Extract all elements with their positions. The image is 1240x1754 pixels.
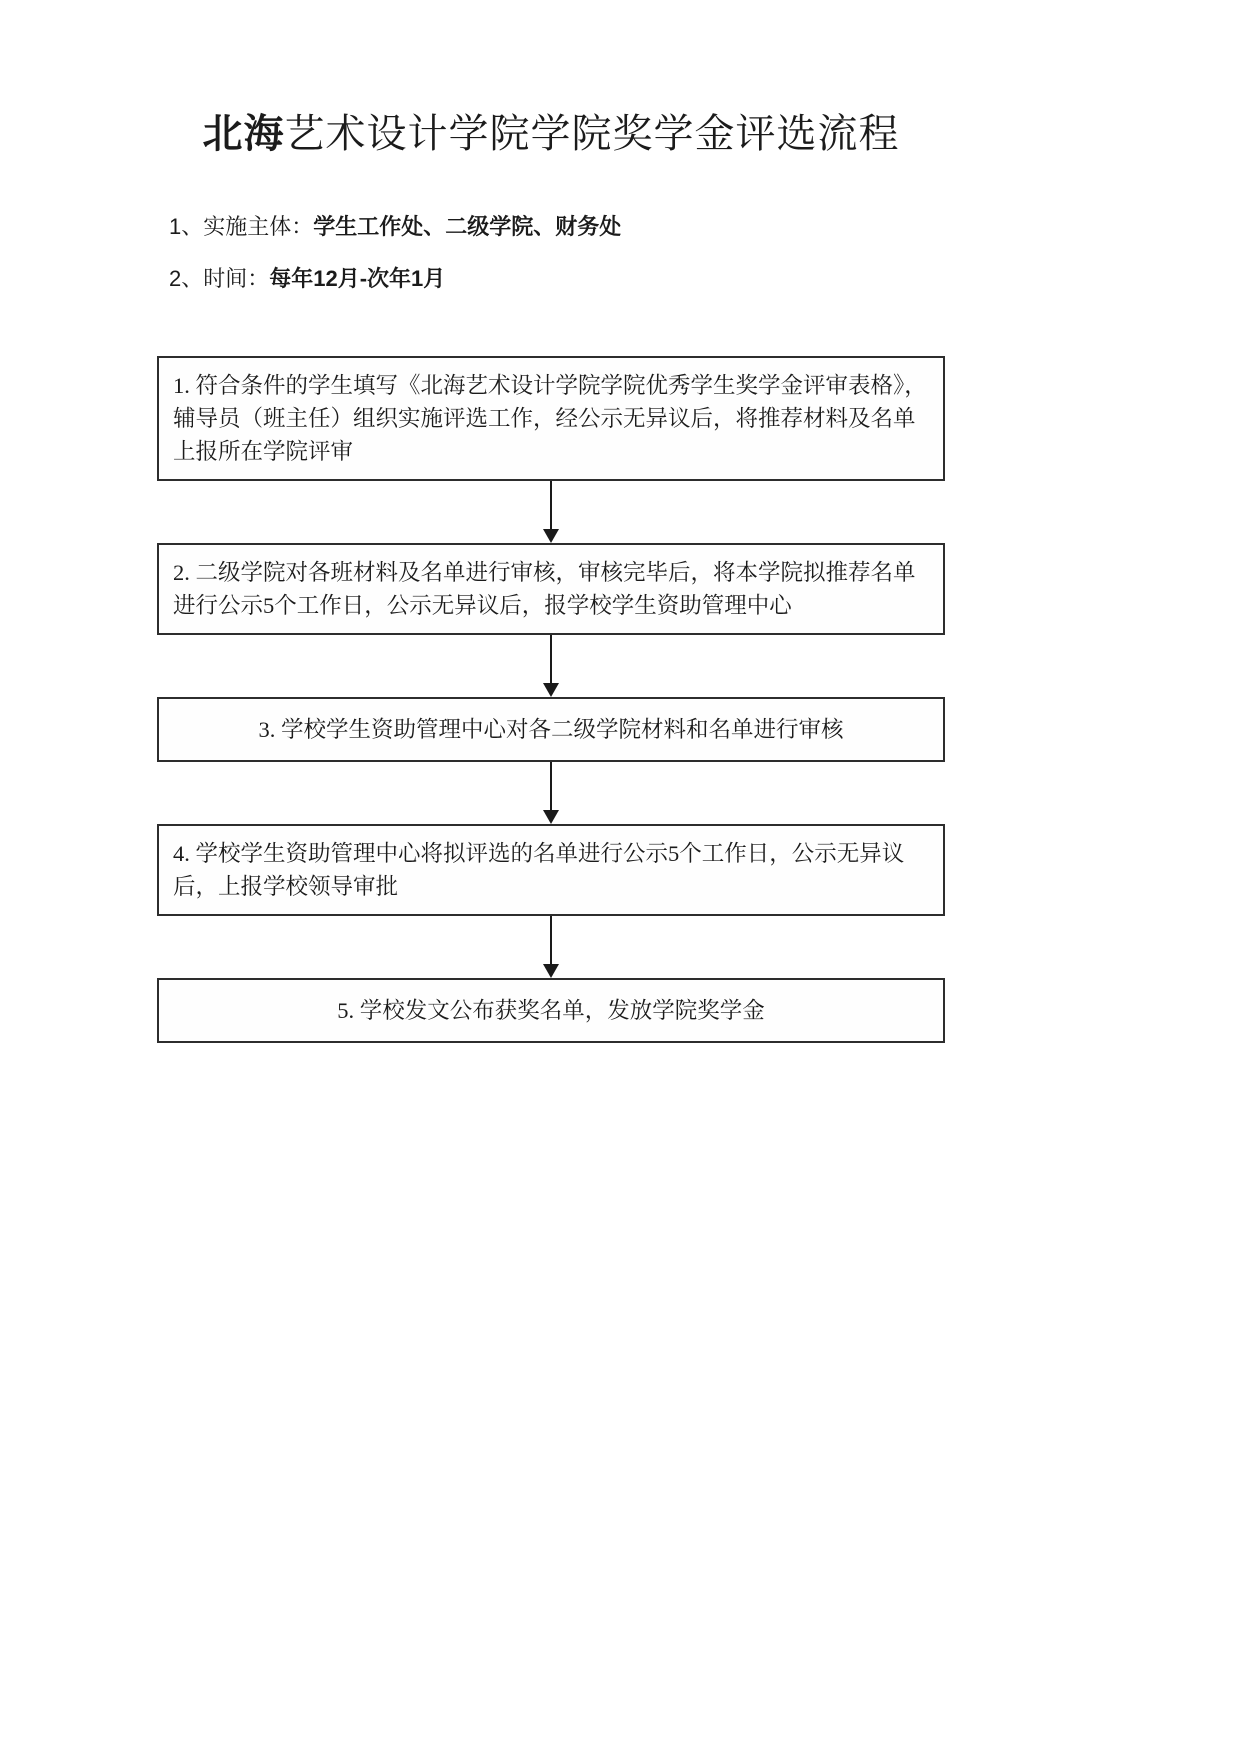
arrowhead-down-icon <box>543 529 559 543</box>
flow-arrow-down-4 <box>157 916 945 978</box>
arrow-shaft <box>550 762 552 810</box>
flow-step-5-text: 5. 学校发文公布获奖名单，发放学院奖学金 <box>337 998 765 1023</box>
flow-step-5 <box>157 978 945 1043</box>
arrowhead-down-icon <box>543 810 559 824</box>
flow-step-2 <box>157 543 945 635</box>
flow-step-2-text: 2. 二级学院对各班材料及名单进行审核，审核完毕后，将本学院拟推荐名单进行公示5个工作日，公示无异议后，报学校学生资助管理中心 <box>173 560 916 618</box>
meta-label-implementers: 1、实施主体： <box>169 214 314 239</box>
arrow-shaft <box>550 916 552 964</box>
meta-list <box>169 210 945 296</box>
flow-step-4-text: 4. 学校学生资助管理中心将拟评选的名单进行公示5个工作日，公示无异议后，上报学校领导审批 <box>173 841 905 899</box>
meta-value-implementers: 学生工作处、二级学院、财务处 <box>313 214 622 239</box>
flow-arrow-down-2 <box>157 635 945 697</box>
arrow-shaft <box>550 481 552 529</box>
title-college-name: 北海 <box>202 112 285 156</box>
arrow-shaft <box>550 635 552 683</box>
meta-label-time: 2、时间： <box>169 266 270 291</box>
flow-step-3 <box>157 697 945 762</box>
flow-step-1 <box>157 356 945 481</box>
meta-item-implementers <box>169 210 945 244</box>
arrowhead-down-icon <box>543 964 559 978</box>
title-rest: 艺术设计学院学院奖学金评选流程 <box>284 112 900 156</box>
flow-arrow-down-1 <box>157 481 945 543</box>
flow-arrow-down-3 <box>157 762 945 824</box>
page-title <box>157 108 945 160</box>
meta-item-time <box>169 262 945 296</box>
flow-step-4 <box>157 824 945 916</box>
flowchart <box>157 356 945 1043</box>
flow-step-3-text: 3. 学校学生资助管理中心对各二级学院材料和名单进行审核 <box>258 717 844 742</box>
flow-step-1-text: 1. 符合条件的学生填写《北海艺术设计学院学院优秀学生奖学金评审表格》，辅导员（班主任）组织实施评选工作，经公示无异议后，将推荐材料及名单上报所在学院评审 <box>173 373 927 464</box>
meta-value-time: 每年12月-次年1月 <box>269 266 446 291</box>
arrowhead-down-icon <box>543 683 559 697</box>
